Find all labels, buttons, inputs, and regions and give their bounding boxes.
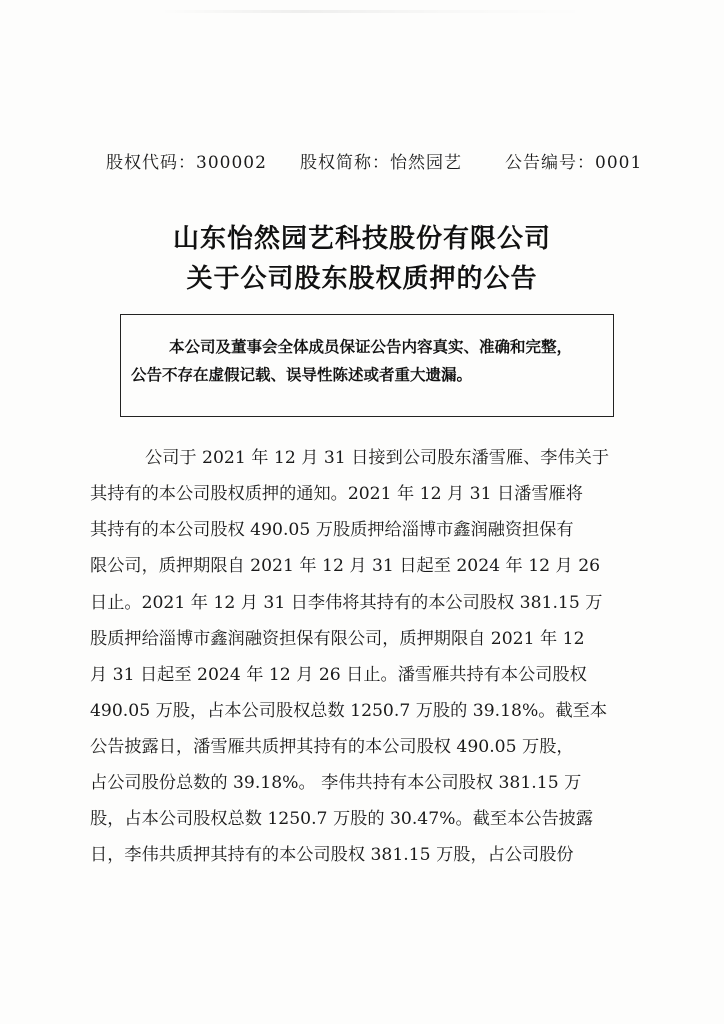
- body-line: 股，占本公司股权总数 1250.7 万股的 30.47%。截至本公告披露: [90, 809, 594, 829]
- announcement-number: 公告编号：0001: [505, 153, 643, 173]
- body-line: 股质押给淄博市鑫润融资担保有限公司，质押期限自 2021 年 12: [90, 629, 585, 649]
- body-line: 公告披露日，潘雪雁共质押其持有的本公司股权 490.05 万股，: [90, 737, 574, 757]
- body-line: 其持有的本公司股权 490.05 万股质押给淄博市鑫润融资担保有: [90, 520, 574, 540]
- body-line: 占公司股份总数的 39.18%。 李伟共持有本公司股权 381.15 万: [90, 773, 582, 793]
- stock-code: 股权代码：300002: [106, 153, 267, 173]
- body-line: 日，李伟共质押其持有的本公司股权 381.15 万股，占公司股份: [90, 845, 574, 865]
- body-line: 其持有的本公司股权质押的通知。2021 年 12 月 31 日潘雪雁将: [90, 484, 583, 504]
- company-title: 山东怡然园艺科技股份有限公司: [172, 224, 551, 254]
- stock-abbreviation: 股权简称：怡然园艺: [300, 153, 462, 173]
- body-line: 公司于 2021 年 12 月 31 日接到公司股东潘雪雁、李伟关于: [145, 448, 610, 468]
- announcement-title: 关于公司股东股权质押的公告: [186, 264, 538, 294]
- disclaimer-line-2: 公告不存在虚假记载、误导性陈述或者重大遗漏。: [131, 365, 473, 384]
- body-line: 月 31 日起至 2024 年 12 月 26 日止。潘雪雁共持有本公司股权: [90, 665, 587, 685]
- body-line: 490.05 万股，占本公司股权总数 1250.7 万股的 39.18%。截至本: [90, 701, 608, 721]
- body-line: 限公司，质押期限自 2021 年 12 月 31 日起至 2024 年 12 月 26: [90, 556, 601, 576]
- scan-artifact: [160, 10, 590, 13]
- body-line: 日止。2021 年 12 月 31 日李伟将其持有的本公司股权 381.15 万: [90, 593, 603, 613]
- disclaimer-box: [120, 314, 614, 417]
- disclaimer-line-1: 本公司及董事会全体成员保证公告内容真实、准确和完整，: [169, 337, 573, 356]
